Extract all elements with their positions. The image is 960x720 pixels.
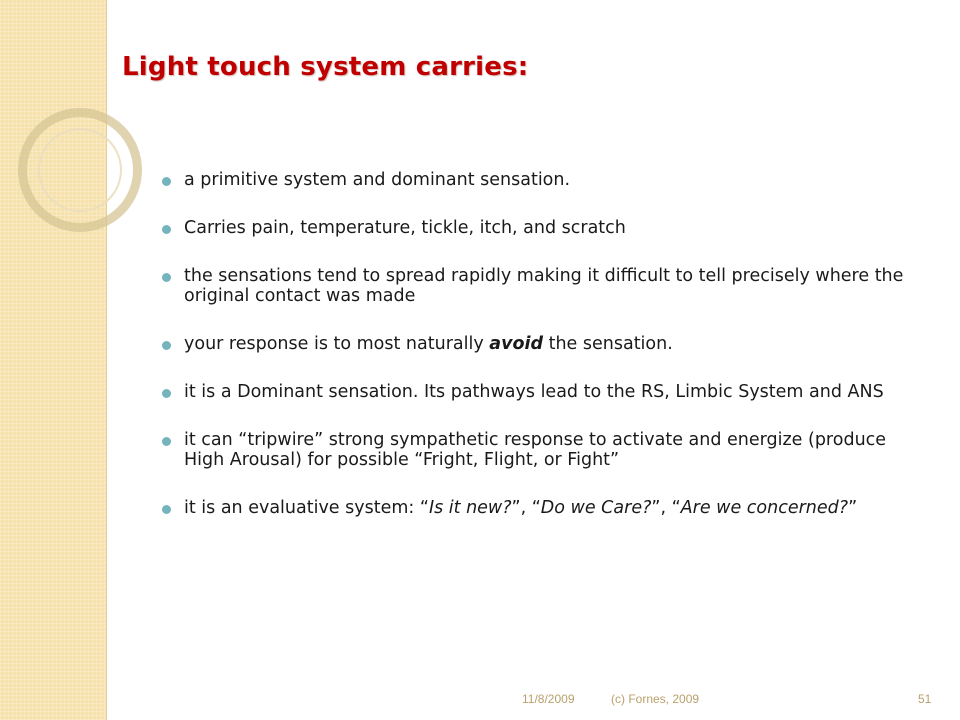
- bullet-text: it can “tripwire” strong sympathetic response to activate and energize (produce High Arousal) for possible “Fright, Flight, or Fight”: [184, 430, 887, 470]
- bullet-item: [160, 170, 912, 190]
- bullet-emphasis-wrap: [489, 334, 543, 354]
- bullet-dot-icon: [162, 505, 171, 514]
- bullet-item: [160, 334, 912, 354]
- bullet-list: [160, 170, 912, 546]
- footer-copyright: (c) Fornes, 2009: [611, 692, 700, 706]
- bullet-text: your response is to most naturally: [184, 334, 490, 354]
- bullet-text: the sensations tend to spread rapidly making it difficult to tell precisely where the original contact was made: [184, 266, 904, 306]
- bullet-quote: Is it new?: [428, 498, 512, 518]
- bullet-quote: Are we concerned?: [680, 498, 849, 518]
- bullet-emphasis: avoid: [489, 334, 544, 354]
- bullet-item: [160, 218, 912, 238]
- footer-date: 11/8/2009: [522, 692, 575, 706]
- footer-page-number: 51: [918, 692, 932, 706]
- slide-title: Light touch system carries:: [122, 52, 529, 82]
- bullet-text: Carries pain, temperature, tickle, itch, and scratch: [184, 218, 626, 238]
- bullet-item: [160, 266, 912, 306]
- bullet-item: [160, 498, 912, 518]
- bullet-text: it is an evaluative system: “: [184, 498, 429, 518]
- bullet-dot-icon: [162, 273, 171, 282]
- bullet-dot-icon: [162, 437, 171, 446]
- bullet-item: [160, 382, 912, 402]
- bullet-dot-icon: [162, 225, 171, 234]
- bullet-item: [160, 430, 912, 470]
- bullet-text: ”, “: [511, 498, 541, 518]
- bullet-text: a primitive system and dominant sensation.: [184, 170, 571, 190]
- bullet-text: it is a Dominant sensation. Its pathways lead to the RS, Limbic System and ANS: [184, 382, 884, 402]
- bullet-text: ”: [848, 498, 858, 518]
- bullet-text: ”, “: [651, 498, 681, 518]
- bullet-quote: Do we Care?: [540, 498, 652, 518]
- bullet-dot-icon: [162, 341, 171, 350]
- bullet-dot-icon: [162, 177, 171, 186]
- bullet-dot-icon: [162, 389, 171, 398]
- decorative-ring-inner: [38, 128, 122, 212]
- bullet-text: the sensation.: [543, 334, 673, 354]
